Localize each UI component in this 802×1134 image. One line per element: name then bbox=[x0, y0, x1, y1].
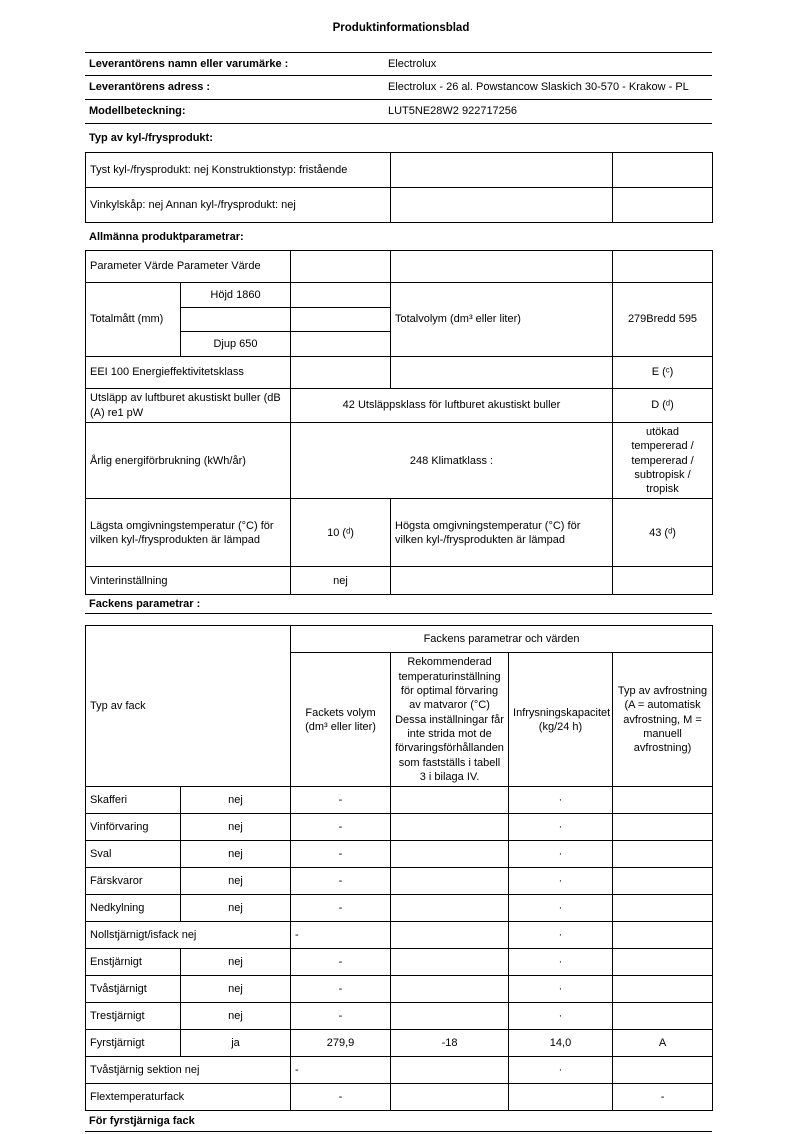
compartment-freezing-cell bbox=[509, 1084, 613, 1111]
compartment-row bbox=[86, 922, 713, 949]
noise-value-cell: D (ᵈ) bbox=[613, 389, 713, 423]
compartment-defrost-cell: A bbox=[613, 1030, 713, 1057]
compartment-defrost-cell bbox=[613, 841, 713, 868]
table-row bbox=[86, 357, 713, 389]
supplier-address-value: Electrolux - 26 al. Powstancow Slaskich 30-570 - Krakow - PL bbox=[388, 76, 712, 100]
section-header-compartments: Fackens parametrar : bbox=[85, 595, 712, 614]
table-row bbox=[86, 567, 713, 595]
product-type-row-text: Vinkylskåp: nej Annan kyl-/frysprodukt: nej bbox=[86, 188, 391, 223]
compartment-freezing-cell: · bbox=[509, 949, 613, 976]
compartment-row bbox=[86, 841, 713, 868]
compartment-volume-cell: - bbox=[291, 895, 391, 922]
volume-column-header: Fackets volym (dm³ eller liter) bbox=[291, 653, 391, 787]
compartment-freezing-cell: · bbox=[509, 787, 613, 814]
supplier-table bbox=[85, 52, 712, 124]
compartment-defrost-cell bbox=[613, 1003, 713, 1030]
empty-cell bbox=[291, 308, 391, 332]
compartment-freezing-cell: · bbox=[509, 1003, 613, 1030]
compartment-flag-cell: nej bbox=[181, 787, 291, 814]
defrost-column-header: Typ av avfrostning (A = automatisk avfrostning, M = manuell avfrostning) bbox=[613, 653, 713, 787]
max-temp-value-cell: 43 (ᵈ) bbox=[613, 499, 713, 567]
empty-cell bbox=[613, 251, 713, 283]
compartments-table bbox=[85, 625, 713, 1111]
compartment-volume-cell: - bbox=[291, 922, 391, 949]
empty-cell bbox=[291, 251, 391, 283]
compartment-flag-cell: nej bbox=[181, 895, 291, 922]
noise-class-cell: 42 Utsläppsklass för luftburet akustiskt buller bbox=[291, 389, 613, 423]
compartment-defrost-cell bbox=[613, 949, 713, 976]
compartment-temperature-cell: -18 bbox=[391, 1030, 509, 1057]
depth-cell: Djup 650 bbox=[181, 332, 291, 357]
compartment-freezing-cell: 14,0 bbox=[509, 1030, 613, 1057]
compartment-defrost-cell: - bbox=[613, 1084, 713, 1111]
min-temp-label-cell: Lägsta omgivningstemperatur (°C) för vilken kyl-/frysprodukten är lämpad bbox=[86, 499, 291, 567]
table-row bbox=[85, 76, 712, 100]
compartment-name-cell: Skafferi bbox=[86, 787, 181, 814]
compartment-volume-cell: - bbox=[291, 1084, 391, 1111]
compartments-table-title-cell: Fackens parametrar och värden bbox=[291, 626, 713, 653]
compartment-name-cell: Tvåstjärnig sektion nej bbox=[86, 1057, 291, 1084]
table-row bbox=[86, 283, 713, 308]
table-row bbox=[86, 188, 713, 223]
climate-class-cell: 248 Klimatklass : bbox=[291, 423, 613, 499]
compartment-row bbox=[86, 1030, 713, 1057]
model-value: LUT5NE28W2 922717256 bbox=[388, 100, 712, 124]
compartment-freezing-cell: · bbox=[509, 976, 613, 1003]
empty-cell bbox=[391, 251, 613, 283]
compartment-volume-cell: - bbox=[291, 949, 391, 976]
empty-cell bbox=[391, 153, 613, 188]
compartment-freezing-cell: · bbox=[509, 922, 613, 949]
climate-value-cell: utökad tempererad / tempererad / subtropisk / tropisk bbox=[613, 423, 713, 499]
winter-label-cell: Vinterinställning bbox=[86, 567, 291, 595]
table-row bbox=[86, 251, 713, 283]
compartment-defrost-cell bbox=[613, 895, 713, 922]
compartment-defrost-cell bbox=[613, 976, 713, 1003]
compartment-row bbox=[86, 1003, 713, 1030]
empty-cell bbox=[391, 567, 613, 595]
compartment-volume-cell: - bbox=[291, 814, 391, 841]
table-row bbox=[86, 626, 713, 653]
dimensions-label-cell: Totalmått (mm) bbox=[86, 283, 181, 357]
compartment-temperature-cell bbox=[391, 814, 509, 841]
compartment-temperature-cell bbox=[391, 787, 509, 814]
compartment-volume-cell: - bbox=[291, 787, 391, 814]
compartment-freezing-cell: · bbox=[509, 868, 613, 895]
min-temp-value-cell: 10 (ᵈ) bbox=[291, 499, 391, 567]
compartment-temperature-cell bbox=[391, 1003, 509, 1030]
compartment-volume-cell: - bbox=[291, 841, 391, 868]
winter-value-cell: nej bbox=[291, 567, 391, 595]
supplier-address-label: Leverantörens adress : bbox=[85, 76, 388, 100]
compartment-name-cell: Sval bbox=[86, 841, 181, 868]
compartment-flag-cell: nej bbox=[181, 814, 291, 841]
height-cell: Höjd 1860 bbox=[181, 283, 291, 308]
compartment-name-cell: Nollstjärnigt/isfack nej bbox=[86, 922, 291, 949]
table-row bbox=[85, 53, 712, 76]
compartment-volume-cell: - bbox=[291, 868, 391, 895]
compartment-row bbox=[86, 976, 713, 1003]
compartment-volume-cell: - bbox=[291, 976, 391, 1003]
empty-cell bbox=[391, 357, 613, 389]
empty-cell bbox=[181, 308, 291, 332]
table-row bbox=[86, 423, 713, 499]
compartment-name-cell: Färskvaror bbox=[86, 868, 181, 895]
compartment-temperature-cell bbox=[391, 922, 509, 949]
sheet-content bbox=[85, 52, 712, 1132]
compartment-flag-cell: nej bbox=[181, 976, 291, 1003]
noise-label-cell: Utsläpp av luftburet akustiskt buller (dB (A) re1 pW bbox=[86, 389, 291, 423]
compartment-name-cell: Trestjärnigt bbox=[86, 1003, 181, 1030]
section-header-general: Allmänna produktparametrar: bbox=[85, 223, 712, 251]
product-type-table bbox=[85, 152, 713, 223]
compartment-row bbox=[86, 1084, 713, 1111]
compartment-flag-cell: nej bbox=[181, 868, 291, 895]
supplier-name-label: Leverantörens namn eller varumärke : bbox=[85, 53, 388, 76]
compartment-flag-cell: nej bbox=[181, 1003, 291, 1030]
empty-cell bbox=[291, 332, 391, 357]
compartment-name-cell: Flextemperaturfack bbox=[86, 1084, 291, 1111]
eei-value-cell: E (ᶜ) bbox=[613, 357, 713, 389]
compartment-defrost-cell bbox=[613, 922, 713, 949]
compartment-defrost-cell bbox=[613, 1057, 713, 1084]
compartment-name-cell: Fyrstjärnigt bbox=[86, 1030, 181, 1057]
compartment-row bbox=[86, 949, 713, 976]
compartment-row bbox=[86, 814, 713, 841]
compartment-freezing-cell: · bbox=[509, 814, 613, 841]
total-volume-label-cell: Totalvolym (dm³ eller liter) bbox=[391, 283, 613, 357]
empty-cell bbox=[291, 357, 391, 389]
total-volume-value-cell: 279Bredd 595 bbox=[613, 283, 713, 357]
compartment-freezing-cell: · bbox=[509, 1057, 613, 1084]
section-spacer bbox=[85, 614, 712, 625]
model-label: Modellbeteckning: bbox=[85, 100, 388, 124]
empty-cell bbox=[391, 188, 613, 223]
compartment-temperature-cell bbox=[391, 976, 509, 1003]
compartment-freezing-cell: · bbox=[509, 895, 613, 922]
compartment-name-cell: Enstjärnigt bbox=[86, 949, 181, 976]
max-temp-label-cell: Högsta omgivningstemperatur (°C) för vilken kyl-/frysprodukten är lämpad bbox=[391, 499, 613, 567]
compartment-defrost-cell bbox=[613, 814, 713, 841]
product-type-row-text: Tyst kyl-/frysprodukt: nej Konstruktionstyp: fristående bbox=[86, 153, 391, 188]
table-row bbox=[86, 153, 713, 188]
section-header-four-star: För fyrstjärniga fack bbox=[85, 1110, 712, 1132]
section-header-product-type: Typ av kyl-/frysprodukt: bbox=[85, 124, 712, 153]
general-parameters-table bbox=[85, 250, 713, 595]
energy-label-cell: Årlig energiförbrukning (kWh/år) bbox=[86, 423, 291, 499]
compartment-flag-cell: ja bbox=[181, 1030, 291, 1057]
compartment-row bbox=[86, 1057, 713, 1084]
compartment-defrost-cell bbox=[613, 868, 713, 895]
compartment-temperature-cell bbox=[391, 949, 509, 976]
table-row bbox=[86, 389, 713, 423]
compartment-flag-cell: nej bbox=[181, 841, 291, 868]
supplier-name-value: Electrolux bbox=[388, 53, 712, 76]
compartment-temperature-cell bbox=[391, 1057, 509, 1084]
compartment-temperature-cell bbox=[391, 868, 509, 895]
compartment-row bbox=[86, 787, 713, 814]
compartment-temperature-cell bbox=[391, 895, 509, 922]
compartment-name-cell: Tvåstjärnigt bbox=[86, 976, 181, 1003]
compartment-name-cell: Nedkylning bbox=[86, 895, 181, 922]
page-title: Produktinformationsblad bbox=[332, 22, 470, 34]
empty-cell bbox=[613, 188, 713, 223]
type-of-compartment-header-cell: Typ av fack bbox=[86, 626, 291, 787]
compartment-volume-cell: - bbox=[291, 1057, 391, 1084]
temperature-column-header: Rekommenderad temperaturinställning för optimal förvaring av matvaror (°C) Dessa inställningar får inte strida mot de förvaringsförhållanden som fastställs i tabell 3 i bilaga IV. bbox=[391, 653, 509, 787]
eei-label-cell: EEI 100 Energieffektivitetsklass bbox=[86, 357, 291, 389]
empty-cell bbox=[613, 567, 713, 595]
empty-cell bbox=[291, 283, 391, 308]
compartment-row bbox=[86, 868, 713, 895]
freezing-column-header: Infrysningskapacitet (kg/24 h) bbox=[509, 653, 613, 787]
compartment-volume-cell: 279,9 bbox=[291, 1030, 391, 1057]
compartment-temperature-cell bbox=[391, 1084, 509, 1111]
compartment-defrost-cell bbox=[613, 787, 713, 814]
compartment-volume-cell: - bbox=[291, 1003, 391, 1030]
compartment-flag-cell: nej bbox=[181, 949, 291, 976]
empty-cell bbox=[613, 153, 713, 188]
compartment-row bbox=[86, 895, 713, 922]
table-row bbox=[86, 499, 713, 567]
compartment-temperature-cell bbox=[391, 841, 509, 868]
compartment-name-cell: Vinförvaring bbox=[86, 814, 181, 841]
table-row bbox=[85, 100, 712, 124]
compartment-freezing-cell: · bbox=[509, 841, 613, 868]
parameter-header-cell: Parameter Värde Parameter Värde bbox=[86, 251, 291, 283]
